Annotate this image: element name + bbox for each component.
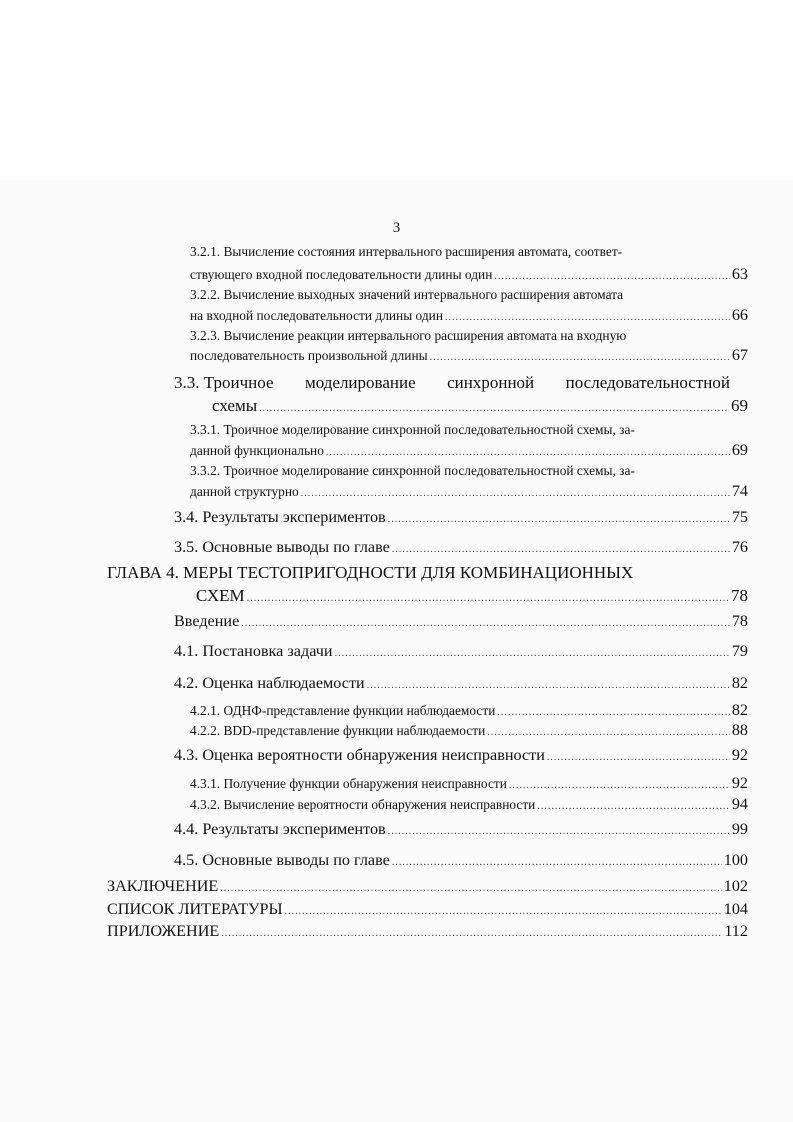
toc-entry-label: данной структурно bbox=[190, 484, 299, 499]
toc-page-number: 82 bbox=[731, 674, 748, 692]
toc-entry-3-3 bbox=[212, 396, 748, 416]
leader-dots bbox=[388, 826, 730, 837]
leader-dots bbox=[285, 906, 722, 917]
toc-entry-label: 3.4. Результаты экспериментов bbox=[174, 508, 386, 526]
toc-entry-3-5 bbox=[174, 538, 748, 557]
toc-page-number: 75 bbox=[731, 508, 748, 526]
toc-page-number: 100 bbox=[723, 851, 748, 869]
toc-chapter-4-line1: ГЛАВА 4. МЕРЫ ТЕСТОПРИГОДНОСТИ ДЛЯ КОМБИНАЦИОННЫХ bbox=[107, 563, 634, 582]
toc-entry-label: Введение bbox=[174, 612, 240, 630]
toc-entry-3-4 bbox=[174, 508, 748, 527]
toc-entry-3-2-1-line1: 3.2.1. Вычисление состояния интервального расширения автомата, соответ- bbox=[190, 244, 623, 259]
leader-dots bbox=[335, 648, 730, 659]
toc-entry-label: 4.3.2. Вычисление вероятности обнаружения неисправности bbox=[190, 797, 536, 812]
toc-entry-label: 4.2. Оценка наблюдаемости bbox=[174, 674, 365, 692]
toc-page-number: 102 bbox=[723, 877, 748, 895]
toc-entry-3-3-1 bbox=[190, 441, 748, 460]
toc-page-number: 94 bbox=[731, 795, 748, 813]
leader-dots bbox=[497, 707, 729, 718]
toc-page-number: 92 bbox=[731, 746, 748, 764]
leader-dots bbox=[220, 883, 721, 894]
toc-entry-label: СПИСОК ЛИТЕРАТУРЫ bbox=[107, 900, 283, 918]
page-number: 3 bbox=[392, 220, 401, 236]
leader-dots bbox=[367, 680, 730, 691]
toc-entry-3-2-2-line1: 3.2.2. Вычисление выходных значений интервального расширения автомата bbox=[190, 287, 624, 302]
toc-entry-label: 4.1. Постановка задачи bbox=[174, 642, 333, 660]
toc-entry-4-2-1 bbox=[190, 701, 748, 720]
leader-dots bbox=[259, 403, 729, 414]
toc-page-number: 66 bbox=[731, 306, 748, 324]
toc-page-number: 104 bbox=[723, 900, 748, 918]
leader-dots bbox=[388, 514, 730, 525]
toc-entry-3-3-1-line1: 3.3.1. Троичное моделирование синхронной последовательностной схемы, за- bbox=[190, 422, 635, 437]
toc-entry-label: 4.2.1. ОДНФ-представление функции наблюдаемости bbox=[190, 703, 496, 718]
toc-entry-4-3-1 bbox=[190, 774, 748, 793]
toc-entry-label: СХЕМ bbox=[196, 586, 245, 605]
toc-entry-4-3-2 bbox=[190, 795, 748, 814]
toc-entry-4-2 bbox=[174, 674, 748, 693]
toc-page-number: 69 bbox=[731, 441, 748, 459]
toc-page-number: 78 bbox=[731, 612, 748, 630]
leader-dots bbox=[509, 780, 730, 791]
toc-entry-introduction bbox=[174, 612, 748, 631]
leader-dots bbox=[494, 271, 729, 282]
toc-entry-references bbox=[107, 900, 748, 919]
toc-entry-label: 4.4. Результаты экспериментов bbox=[174, 820, 386, 838]
toc-entry-3-2-3-line1: 3.2.3. Вычисление реакции интервального расширения автомата на входную bbox=[190, 328, 627, 343]
leader-dots bbox=[392, 857, 722, 868]
toc-page-number: 74 bbox=[731, 482, 748, 500]
toc-entry-3-3-2-line1: 3.3.2. Троичное моделирование синхронной последовательностной схемы, за- bbox=[190, 463, 635, 478]
toc-entry-label: ЗАКЛЮЧЕНИЕ bbox=[107, 877, 219, 895]
toc-entry-label: 3.5. Основные выводы по главе bbox=[174, 538, 390, 556]
leader-dots bbox=[392, 544, 730, 555]
leader-dots bbox=[537, 801, 729, 812]
toc-page-number: 99 bbox=[731, 820, 748, 838]
leader-dots bbox=[301, 488, 730, 499]
toc-page-number: 69 bbox=[731, 396, 748, 415]
toc-entry-label: 4.2.2. BDD-представление функции наблюдаемости bbox=[190, 723, 486, 738]
toc-entry-appendix bbox=[107, 922, 748, 941]
toc-page-number: 63 bbox=[731, 265, 748, 283]
toc-entry-4-4 bbox=[174, 820, 748, 839]
toc-chapter-4 bbox=[196, 586, 748, 606]
toc-entry-label: 4.3.1. Получение функции обнаружения неисправности bbox=[190, 776, 507, 791]
toc-page-number: 82 bbox=[731, 701, 748, 719]
toc-entry-label: 4.5. Основные выводы по главе bbox=[174, 851, 390, 869]
toc-page-number: 76 bbox=[731, 538, 748, 556]
toc-page-number: 92 bbox=[731, 774, 748, 792]
toc-entry-label: 4.3. Оценка вероятности обнаружения неисправности bbox=[174, 746, 545, 764]
toc-entry-conclusion bbox=[107, 877, 748, 896]
toc-entry-label: на входной последовательности длины один bbox=[190, 308, 444, 323]
toc-entry-label: ПРИЛОЖЕНИЕ bbox=[107, 922, 220, 940]
leader-dots bbox=[430, 352, 730, 363]
toc-entry-3-3-2 bbox=[190, 482, 748, 501]
leader-dots bbox=[221, 928, 722, 939]
toc-page-number: 79 bbox=[731, 642, 748, 660]
toc-entry-label: схемы bbox=[212, 396, 258, 415]
toc-page-number: 78 bbox=[731, 586, 748, 605]
toc-entry-label: последовательность произвольной длины bbox=[190, 348, 428, 363]
toc-entry-label: ствующего входной последовательности длины один bbox=[190, 267, 493, 282]
leader-dots bbox=[247, 593, 729, 604]
toc-entry-3-2-2 bbox=[190, 306, 748, 325]
leader-dots bbox=[445, 312, 730, 323]
toc-entry-label: данной функционально bbox=[190, 443, 324, 458]
word: синхронной bbox=[447, 373, 535, 392]
toc-page-number: 112 bbox=[724, 922, 748, 940]
word: последовательностной bbox=[565, 373, 730, 392]
toc-entry-3-3-line1 bbox=[174, 373, 730, 393]
toc-page-number: 67 bbox=[731, 346, 748, 364]
toc-entry-4-2-2 bbox=[190, 721, 748, 740]
leader-dots bbox=[241, 618, 730, 629]
toc-entry-3-2-1 bbox=[190, 265, 748, 284]
word: 3.3. Троичное bbox=[174, 373, 274, 392]
toc-entry-4-3 bbox=[174, 746, 748, 765]
toc-entry-3-2-3 bbox=[190, 346, 748, 365]
toc-page-number: 88 bbox=[731, 721, 748, 739]
toc-entry-4-5 bbox=[174, 851, 748, 870]
toc-entry-4-1 bbox=[174, 642, 748, 661]
leader-dots bbox=[326, 447, 730, 458]
leader-dots bbox=[487, 727, 730, 738]
leader-dots bbox=[547, 752, 730, 763]
word: моделирование bbox=[304, 373, 416, 392]
